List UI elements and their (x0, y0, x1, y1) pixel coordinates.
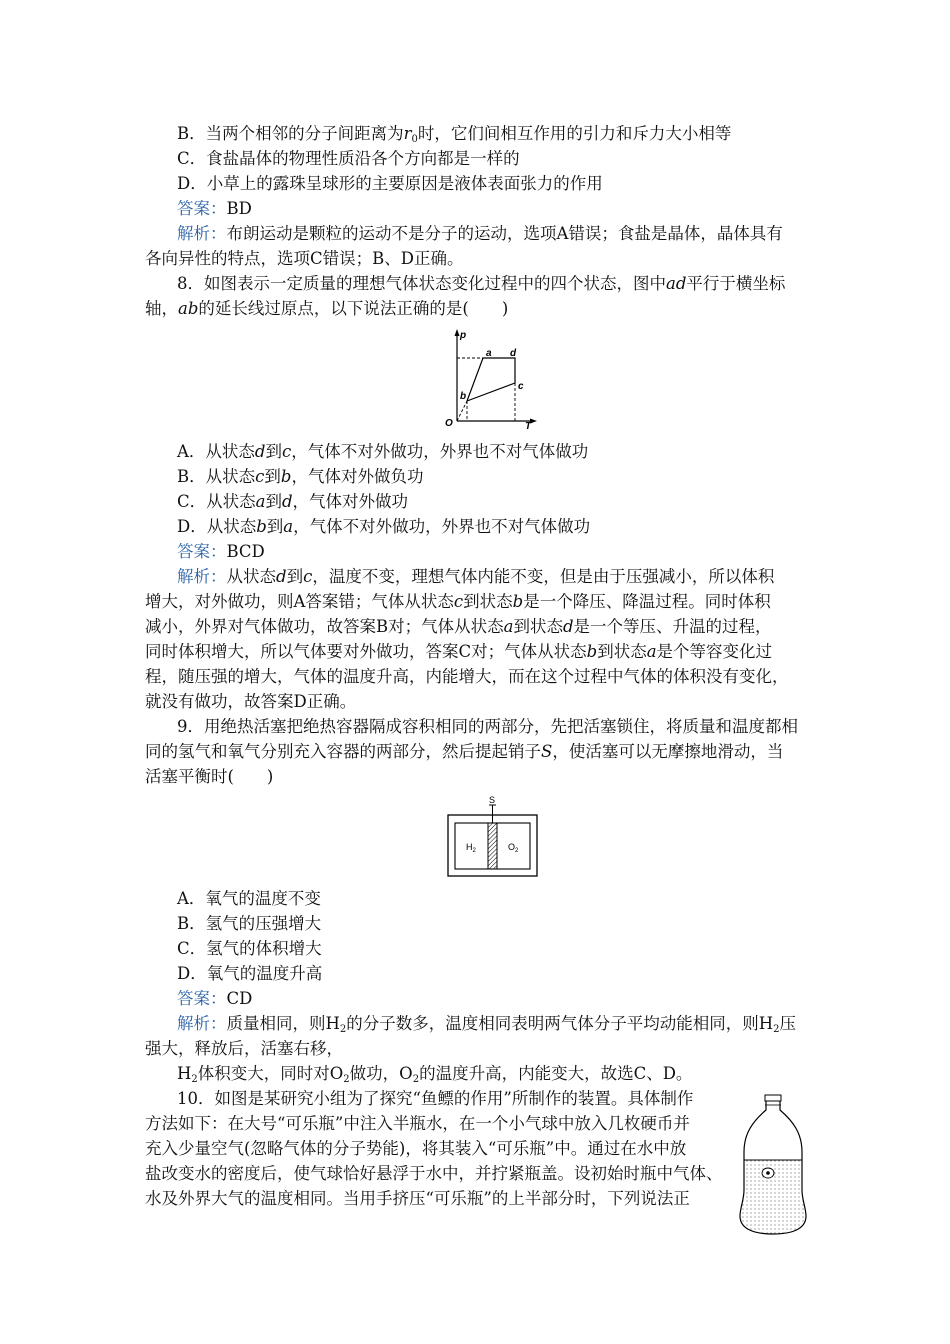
q8-analysis-line3: 减小，外界对气体做功，故答案B对；气体从状态a到状态d是一个等压、升温的过程， (145, 617, 772, 636)
q7-option-d: D．小草上的露珠呈球形的主要原因是液体表面张力的作用 (177, 174, 603, 193)
q9-container-diagram (446, 793, 540, 879)
h2-label: $H_2$ (466, 842, 476, 854)
q10-cola-bottle-diagram (730, 1092, 816, 1238)
q8-analysis-line5: 程，随压强的增大，气体的温度升高，内能增大，而在这个过程中气体的体积没有变化， (145, 667, 789, 686)
axis-p-label: p (460, 330, 467, 341)
q8-analysis-line2: 增大，对外做功，则A答案错；气体从状态c到状态b是一个降压、降温过程。同时体积 (145, 592, 771, 611)
point-c-label: c (518, 381, 524, 392)
q10-stem-line3: 充入少量空气(忽略气体的分子势能)，将其装入“可乐瓶”中。通过在水中放 (145, 1139, 687, 1158)
q8-analysis-line4: 同时体积增大，所以气体要对外做功，答案C对；气体从状态b到状态a是个等容变化过 (145, 642, 773, 661)
q8-stem-line2: 轴，ab的延长线过原点，以下说法正确的是( ) (145, 299, 509, 318)
point-b-label: b (460, 391, 467, 402)
q10-stem-line5: 水及外界大气的温度相同。当用手挤压“可乐瓶”的上半部分时，下列说法正 (145, 1189, 690, 1208)
o2-label: $O_2$ (508, 842, 519, 854)
q8-option-d: D．从状态b到a，气体不对外做功，外界也不对气体做功 (177, 517, 591, 536)
q8-option-b: B．从状态c到b，气体对外做负功 (177, 467, 424, 486)
q7-answer: 答案：BD (177, 199, 252, 218)
q9-analysis-line2: 强大，释放后，活塞右移， (145, 1039, 343, 1058)
q10-stem-line2: 方法如下：在大号“可乐瓶”中注入半瓶水，在一个小气球中放入几枚硬币并 (145, 1114, 690, 1133)
q8-answer: 答案：BCD (177, 542, 265, 561)
q10-stem-line4: 盐改变水的密度后，使气球恰好悬浮于水中，并拧紧瓶盖。设初始时瓶中气体、 (145, 1164, 723, 1183)
q7-analysis-line1: 解析：布朗运动是颗粒的运动不是分子的运动，选项A错误；食盐是晶体，晶体具有 (177, 224, 783, 243)
q9-answer: 答案：CD (177, 989, 253, 1008)
q9-analysis-line1: 解析：质量相同，则$H_2$的分子数多，温度相同表明两气体分子平均动能相同，则$H_2$压 (177, 1014, 797, 1035)
q10-stem-line1: 10．如图是某研究小组为了探究“鱼鳔的作用”所制作的装置。具体制作 (177, 1089, 694, 1108)
q9-analysis-line3: $H_2$体积变大，同时对$O_2$做功，$O_2$的温度升高，内能变大，故选C、D。 (177, 1064, 693, 1085)
q8-stem-line1: 8．如图表示一定质量的理想气体状态变化过程中的四个状态，图中ad平行于横坐标 (177, 274, 786, 293)
q8-pt-diagram (440, 325, 540, 430)
q9-stem-line1: 9．用绝热活塞把绝热容器隔成容积相同的两部分，先把活塞锁住，将质量和温度都相 (177, 717, 798, 736)
q8-option-a: A．从状态d到c，气体不对外做功，外界也不对气体做功 (177, 442, 589, 461)
q8-analysis-line1: 解析：从状态d到c，温度不变，理想气体内能不变，但是由于压强减小，所以体积 (177, 567, 775, 586)
q8-option-c: C．从状态a到d，气体对外做功 (177, 492, 409, 511)
q9-stem-line3: 活塞平衡时( ) (145, 767, 274, 786)
q9-option-a: A．氧气的温度不变 (177, 889, 321, 908)
q9-option-d: D．氧气的温度升高 (177, 964, 323, 983)
point-a-label: a (486, 348, 492, 359)
pin-s-label: S (489, 795, 496, 805)
q7-analysis-line2: 各向异性的特点，选项C错误；B、D正确。 (145, 249, 464, 268)
q9-stem-line2: 同的氢气和氧气分别充入容器的两部分，然后提起销子S，使活塞可以无摩擦地滑动，当 (145, 742, 784, 761)
origin-label: O (445, 418, 453, 429)
q7-option-c: C．食盐晶体的物理性质沿各个方向都是一样的 (177, 149, 520, 168)
q8-analysis-line6: 就没有做功，故答案D正确。 (145, 692, 357, 711)
q9-option-c: C．氢气的体积增大 (177, 939, 322, 958)
q7-option-b: B．当两个相邻的分子间距离为$r_0$时，它们间相互作用的引力和斥力大小相等 (177, 124, 732, 145)
point-d-label: d (510, 348, 517, 359)
q9-option-b: B．氢气的压强增大 (177, 914, 322, 933)
axis-t-label: T (525, 421, 532, 430)
